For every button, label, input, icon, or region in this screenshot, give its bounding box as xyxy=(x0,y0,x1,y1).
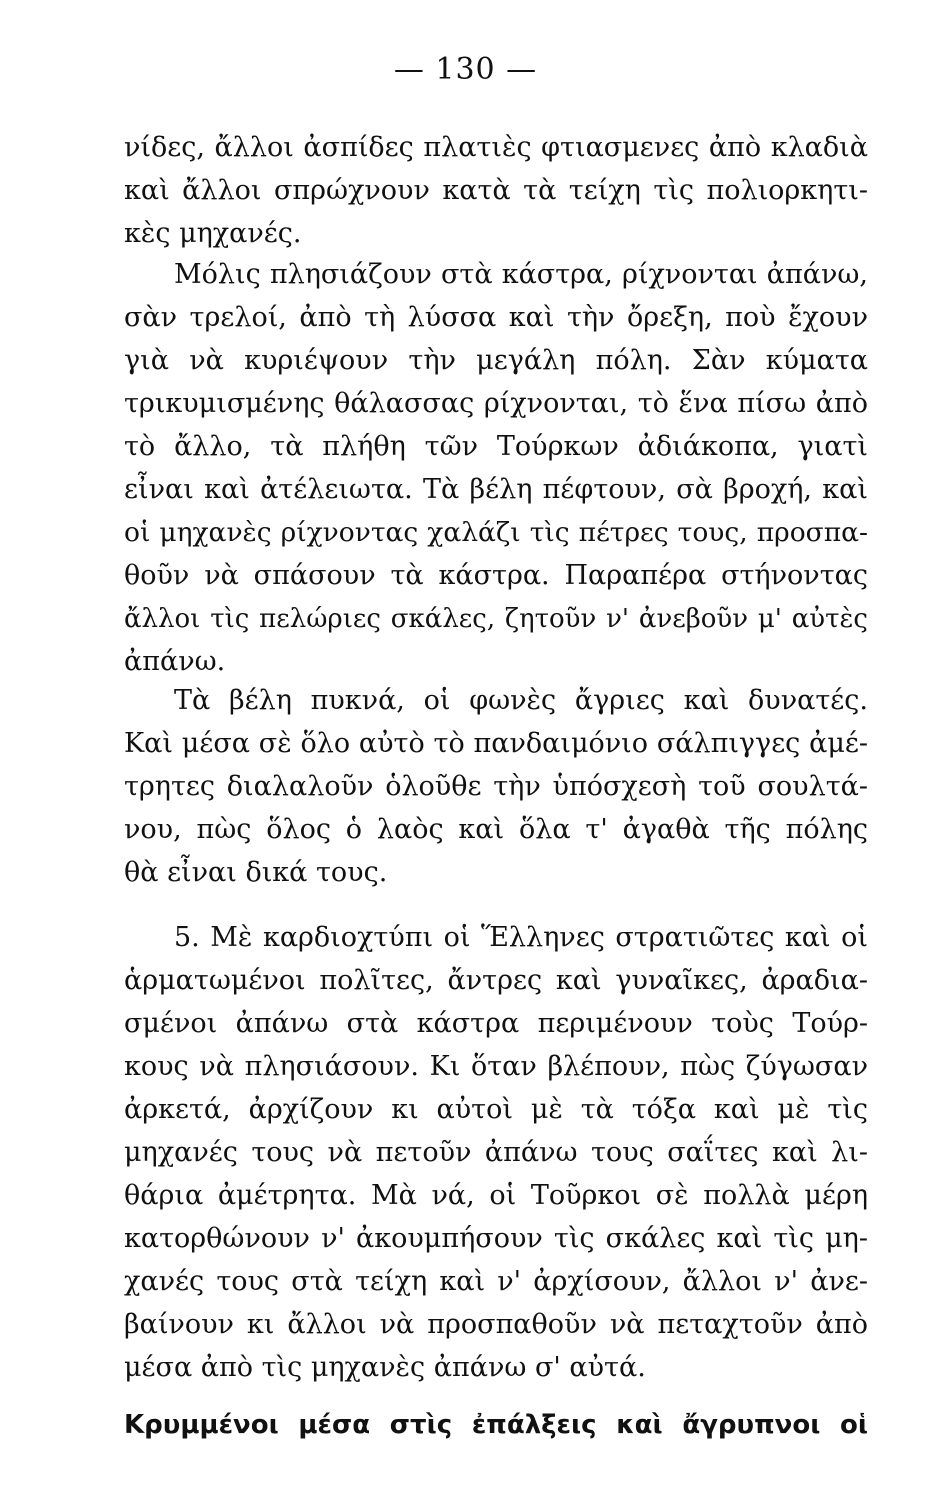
text-line: νου, πὼς ὅλος ὁ λαὸς καὶ ὅλα τ' ἀγαθὰ τῆς πόλης xyxy=(124,814,868,845)
text-line: σὰν τρελοί, ἀπὸ τὴ λύσσα καὶ τὴν ὄρεξη, ποὺ ἔχουν xyxy=(124,302,868,333)
text-line: εἶναι καὶ ἀτέλειωτα. Τὰ βέλη πέφτουν, σὰ βροχή, καὶ xyxy=(124,474,868,505)
text-line: θὰ εἶναι δικά τους. xyxy=(124,857,388,888)
text-line: ἀπάνω. xyxy=(124,646,226,677)
section-first-line: 5. Μὲ καρδιοχτύπι οἱ Ἕλληνες στρατιῶτες καὶ οἱ xyxy=(174,922,868,953)
text-line: κὲς μηχανές. xyxy=(124,218,302,249)
text-line: καὶ ἄλλοι σπρώχνουν κατὰ τὰ τείχη τὶς πολιορκητι- xyxy=(124,175,868,206)
bold-text-line: Κρυμμένοι μέσα στὶς ἐπάλξεις καὶ ἄγρυπνοι οἱ xyxy=(124,1410,868,1440)
text-line: βαίνουν κι ἄλλοι νὰ προσπαθοῦν νὰ πεταχτοῦν ἀπὸ xyxy=(124,1309,868,1340)
paragraph-first-line: Τὰ βέλη πυκνά, οἱ φωνὲς ἄγριες καὶ δυνατές. xyxy=(174,685,868,716)
text-line: θοῦν νὰ σπάσουν τὰ κάστρα. Παραπέρα στήνοντας xyxy=(124,560,868,591)
paragraph-first-line: Μόλις πλησιάζουν στὰ κάστρα, ρίχνονται ἀπάνω, xyxy=(174,259,868,290)
text-line: νίδες, ἄλλοι ἀσπίδες πλατιὲς φτιασμενες ἀπὸ κλαδιὰ xyxy=(124,132,868,163)
text-line: μηχανές τους νὰ πετοῦν ἀπάνω τους σαΐτες καὶ λι- xyxy=(124,1137,868,1168)
text-line: σμένοι ἀπάνω στὰ κάστρα περιμένουν τοὺς Τούρ- xyxy=(124,1008,868,1039)
text-line: ἄλλοι τὶς πελώριες σκάλες, ζητοῦν ν' ἀνεβοῦν μ' αὐτὲς xyxy=(124,604,868,634)
text-line: γιὰ νὰ κυριέψουν τὴν μεγάλη πόλη. Σὰν κύματα xyxy=(124,345,868,376)
text-line: κατορθώνουν ν' ἀκουμπήσουν τὶς σκάλες καὶ τὶς μη- xyxy=(124,1223,868,1254)
text-line: ἀρκετά, ἀρχίζουν κι αὐτοὶ μὲ τὰ τόξα καὶ μὲ τὶς xyxy=(124,1094,868,1125)
text-line: θάρια ἀμέτρητα. Μὰ νά, οἱ Τοῦρκοι σὲ πολλὰ μέρη xyxy=(124,1180,868,1211)
text-line: ἁρματωμένοι πολῖτες, ἄντρες καὶ γυναῖκες, ἀραδια- xyxy=(124,965,868,996)
page-number: — 130 — xyxy=(393,52,538,87)
text-line: τὸ ἄλλο, τὰ πλήθη τῶν Τούρκων ἀδιάκοπα, γιατὶ xyxy=(124,431,868,462)
text-line: κους νὰ πλησιάσουν. Κι ὅταν βλέπουν, πὼς ζύγωσαν xyxy=(124,1051,868,1082)
text-line: χανές τους στὰ τείχη καὶ ν' ἀρχίσουν, ἄλλοι ν' ἀνε- xyxy=(124,1266,868,1297)
text-line: τρικυμισμένης θάλασσας ρίχνονται, τὸ ἕνα πίσω ἀπὸ xyxy=(124,388,868,419)
text-line: μέσα ἀπὸ τὶς μηχανὲς ἀπάνω σ' αὐτά. xyxy=(124,1352,646,1383)
text-line: οἱ μηχανὲς ρίχνοντας χαλάζι τὶς πέτρες τους, προσπα- xyxy=(124,517,868,548)
text-line: τρητες διαλαλοῦν ὁλοῦθε τὴν ὑπόσχεσὴ τοῦ σουλτά- xyxy=(124,771,868,802)
text-line: Καὶ μέσα σὲ ὅλο αὐτὸ τὸ πανδαιμόνιο σάλπιγγες ἀμέ- xyxy=(124,728,868,759)
